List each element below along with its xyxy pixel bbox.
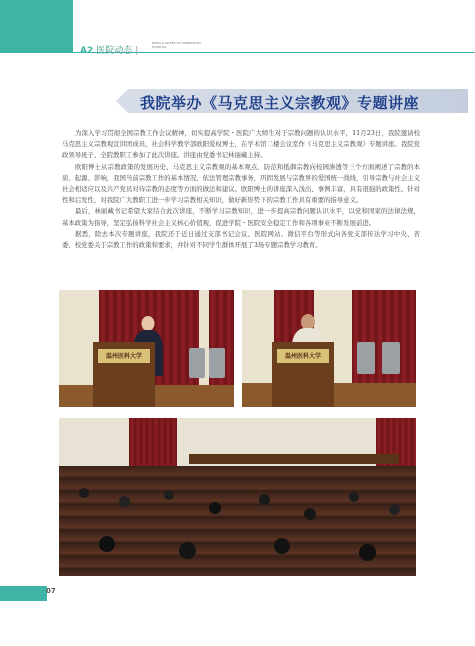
header-rule	[0, 52, 475, 53]
stage-table	[189, 454, 399, 464]
stage-chair	[357, 342, 375, 374]
audience-member	[164, 490, 174, 500]
article-body	[62, 128, 420, 251]
section-name: 医院动态	[96, 46, 133, 56]
article-title: 我院举办《马克思主义宗教观》专题讲座	[140, 94, 420, 112]
audience-member	[349, 492, 359, 502]
audience-member	[179, 542, 196, 559]
audience-member	[389, 504, 400, 515]
title-band-arrow	[116, 89, 128, 113]
podium-sign: 温州医科大学	[284, 353, 321, 361]
stage-curtain	[129, 418, 177, 466]
audience-member	[119, 496, 130, 507]
audience-member	[99, 536, 115, 552]
section-divider: |	[135, 46, 139, 56]
header-color-block	[0, 0, 73, 52]
podium-sign: 温州医科大学	[105, 353, 142, 361]
section-subtitle: NEWS & NOTES OF CHANGZHOU HOSPITAL	[152, 41, 202, 49]
audience-member	[79, 488, 89, 498]
section-number: A2	[80, 46, 94, 56]
stage-chair	[189, 348, 205, 378]
audience-member	[304, 508, 316, 520]
section-label	[80, 43, 141, 56]
photo-audience-hall	[59, 418, 416, 576]
photo-speaker-male	[59, 290, 234, 407]
paragraph-4: 据悉，除去本次专题讲座，我院还于近日通过支部书记会议、医院网站、微信平台等形式向各党支部传达学习中央、省委、校党委关于宗教工作的政策和要求，并针对不同学生群体开展了3场专题宗教学习教育。	[62, 229, 420, 250]
stage-chair	[382, 342, 400, 374]
audience-member	[274, 538, 290, 554]
page-number-tab	[0, 586, 47, 601]
page-number: 07	[46, 587, 56, 595]
audience-member	[359, 544, 376, 561]
audience-member	[259, 494, 270, 505]
paragraph-2: 欧阳博士从宗教政策的发展历史、马克思主义宗教观的基本观点、防范和抵御宗教向校园渗透等三个方面阐述了宗教的本质、起源、影响，我国当前宗教工作的基本情况，依法管理宗教事务，巩固发展与宗教界的爱国统一战线，引导宗教与社会主义社会相适应以及共产党员对待宗教的态度等方面的做法和建议。欧阳博士的讲座深入浅出、事例丰富，具有很强的政策性、针对性和启发性，对我院广大教职工进一步学习宗教相关知识，做好新形势下的宗教工作具有重要的指导意义。	[62, 162, 420, 205]
audience-member	[209, 502, 221, 514]
paragraph-1: 为深入学习贯彻全国宗教工作会议精神，切实提高学院・医院广大师生对于宗教问题的认识水平，11月23日，我院邀请校马克思主义宗教观宣讲团成员、社会科学教学部欧阳爱权博士，在学术馆二楼会议室作《马克思主义宗教观》专题讲座。我院党政领导班子、全院教职工参加了此次讲座。讲座由党委书记林丽藏主持。	[62, 129, 420, 160]
stage-chair	[209, 348, 225, 378]
paragraph-3: 最后，林丽藏书记希望大家结合此次讲座，不断学习宗教知识，进一步提高宗教问题认识水平，以党和国家的法律法规，基本政策为指导，坚定弘扬科学社会主义核心价值观，促进学院・医院安全稳定工作和各项事业不断发展前进。	[62, 207, 420, 227]
podium	[272, 342, 334, 407]
photo-speaker-female	[242, 290, 416, 407]
podium	[93, 342, 155, 407]
